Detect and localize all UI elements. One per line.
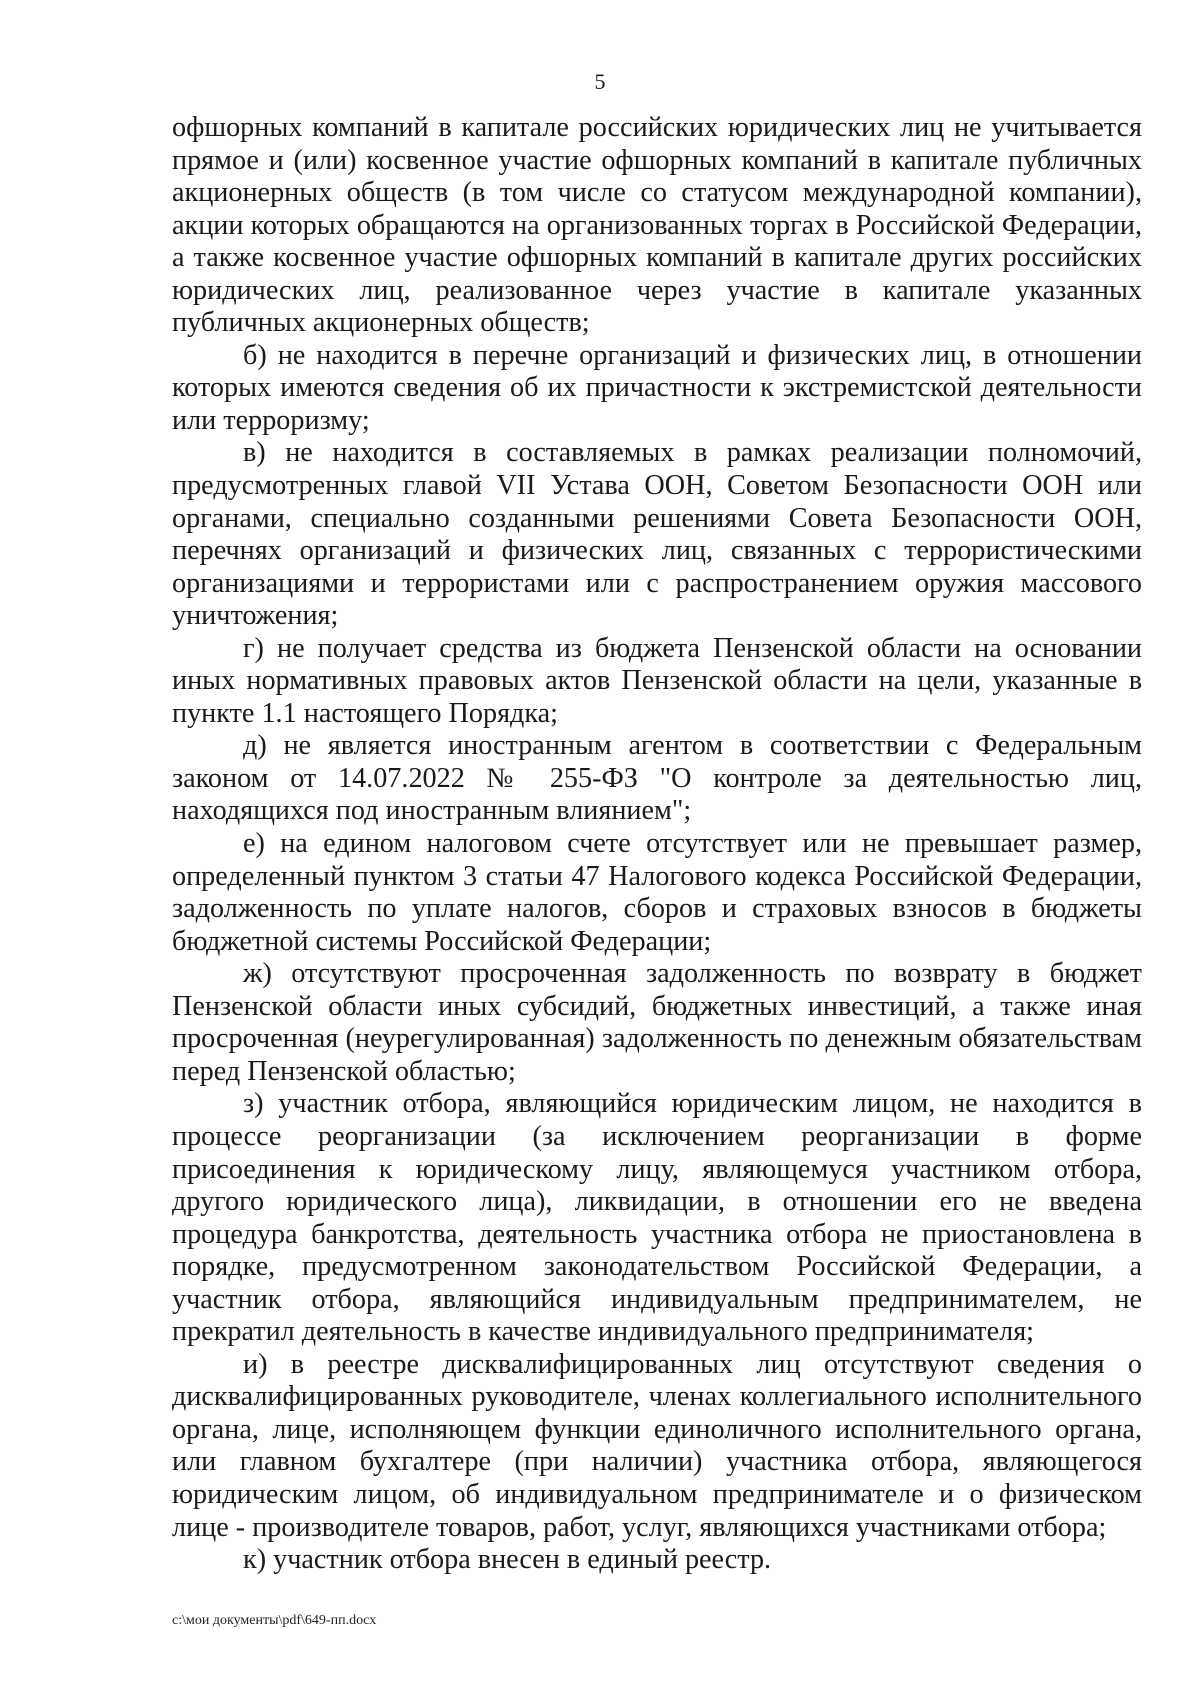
paragraph-item-d: д) не является иностранным агентом в соответствии с Федеральным законом от 14.07.2022 № 255-ФЗ "О контроле за деятельностью лиц, находящихся под иностранным влиянием"; bbox=[172, 730, 1142, 827]
document-body bbox=[172, 112, 1142, 1577]
paragraph-continuation: офшорных компаний в капитале российских юридических лиц не учитывается прямое и (или) косвенное участие офшорных компаний в капитале публичных акционерных обществ (в том числе со статусом международной компании), акции которых обращаются на организованных торгах в Российской Федерации, а также косвенное участие офшорных компаний в капитале других российских юридических лиц, реализованное через участие в капитале указанных публичных акционерных обществ; bbox=[172, 112, 1142, 339]
paragraph-item-zh: ж) отсутствуют просроченная задолженность по возврату в бюджет Пензенской области иных субсидий, бюджетных инвестиций, а также иная просроченная (неурегулированная) задолженность по денежным обязательствам перед Пензенской областью; bbox=[172, 958, 1142, 1087]
paragraph-item-g: г) не получает средства из бюджета Пензенской области на основании иных нормативных правовых актов Пензенской области на цели, указанные в пункте 1.1 настоящего Порядка; bbox=[172, 632, 1142, 729]
paragraph-item-b: б) не находится в перечне организаций и физических лиц, в отношении которых имеются сведения об их причастности к экстремистской деятельности или терроризму; bbox=[172, 339, 1142, 436]
paragraph-item-e: е) на едином налоговом счете отсутствует или не превышает размер, определенный пунктом 3 статьи 47 Налогового кодекса Российской Федерации, задолженность по уплате налогов, сборов и страховых взносов в бюджеты бюджетной системы Российской Федерации; bbox=[172, 828, 1142, 957]
paragraph-item-z: з) участник отбора, являющийся юридическим лицом, не находится в процессе реорганизации (за исключением реорганизации в форме присоединения к юридическому лицу, являющемуся участником отбора, другого юридического лица), ликвидации, в отношении его не введена процедура банкротства, деятельность участника отбора не приостановлена в порядке, предусмотренном законодательством Российской Федерации, а участник отбора, являющийся индивидуальным предпринимателем, не прекратил деятельность в качестве индивидуального предпринимателя; bbox=[172, 1088, 1142, 1348]
paragraph-item-k: к) участник отбора внесен в единый реестр. bbox=[243, 1544, 772, 1576]
paragraph-item-v: в) не находится в составляемых в рамках реализации полномочий, предусмотренных главой VII Устава ООН, Советом Безопасности ООН или органами, специально созданными решениями Совета Безопасности ООН, перечнях организаций и физических лиц, связанных с террористическими организациями и террористами или с распространением оружия массового уничтожения; bbox=[172, 437, 1142, 632]
paragraph-item-i: и) в реестре дисквалифицированных лиц отсутствуют сведения о дисквалифицированных руководителе, членах коллегиального исполнительного органа, лице, исполняющем функции единоличного исполнительного органа, или главном бухгалтере (при наличии) участника отбора, являющегося юридическим лицом, об индивидуальном предпринимателе и о физическом лице - производителе товаров, работ, услуг, являющихся участниками отбора; bbox=[172, 1348, 1142, 1543]
footer-file-path: c:\мои документы\pdf\649-пп.docx bbox=[172, 1613, 377, 1628]
page-number: 5 bbox=[594, 69, 606, 94]
